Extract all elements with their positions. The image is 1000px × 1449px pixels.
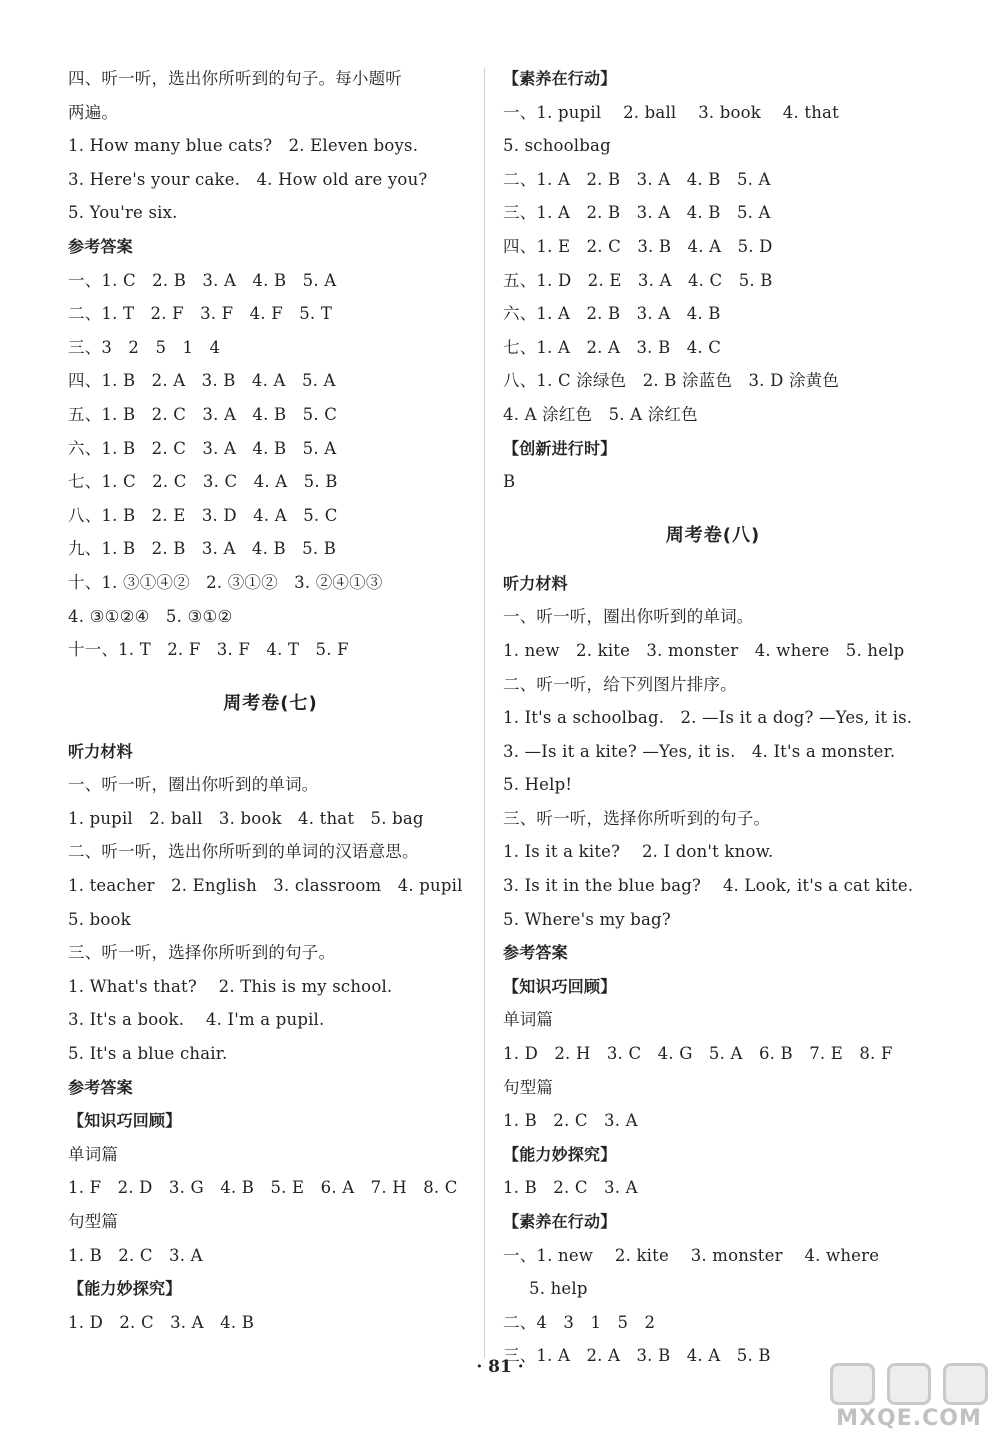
- text-line: 十一、1. T 2. F 3. F 4. T 5. F: [68, 640, 349, 660]
- watermark-icon: [824, 1362, 994, 1406]
- section-heading: 听力材料: [503, 573, 568, 593]
- text-line: 九、1. B 2. B 3. A 4. B 5. B: [68, 539, 337, 559]
- text-line: 四、1. B 2. A 3. B 4. A 5. A: [68, 371, 336, 391]
- text-line: 五、1. D 2. E 3. A 4. C 5. B: [503, 270, 773, 290]
- text-line: 1. D 2. H 3. C 4. G 5. A 6. B 7. E 8. F: [503, 1044, 893, 1064]
- text-line: 1. Is it a kite? 2. I don't know.: [503, 842, 774, 862]
- section-heading: 【素养在行动】: [503, 69, 617, 88]
- text-line: 两遍。: [68, 102, 119, 122]
- text-line: 十、1. ③①④② 2. ③①② 3. ②④①③: [68, 572, 383, 592]
- section-heading: 【知识巧回顾】: [68, 1111, 182, 1131]
- text-line: 5. You're six.: [68, 203, 178, 223]
- text-line: 二、1. T 2. F 3. F 4. F 5. T: [68, 304, 333, 324]
- text-line: 二、4 3 1 5 2: [503, 1312, 656, 1332]
- text-line: 1. B 2. C 3. A: [503, 1111, 638, 1131]
- text-line: 句型篇: [503, 1077, 554, 1097]
- text-line: 一、1. new 2. kite 3. monster 4. where: [503, 1245, 880, 1265]
- page-number: · 81 ·: [476, 1357, 524, 1377]
- section-heading: 【能力妙探究】: [503, 1144, 617, 1164]
- text-line: 1. B 2. C 3. A: [503, 1178, 638, 1198]
- text-line: 3. It's a book. 4. I'm a pupil.: [68, 1010, 325, 1030]
- text-line: 5. Where's my bag?: [503, 909, 671, 929]
- section-heading: 参考答案: [503, 943, 568, 963]
- text-line: 二、1. A 2. B 3. A 4. B 5. A: [503, 169, 771, 189]
- text-line: 5. It's a blue chair.: [68, 1044, 228, 1064]
- text-line: 单词篇: [503, 1010, 554, 1030]
- text-line: 1. new 2. kite 3. monster 4. where 5. help: [503, 640, 905, 660]
- text-line: 1. teacher 2. English 3. classroom 4. pupil: [68, 876, 463, 896]
- text-line: 六、1. B 2. C 3. A 4. B 5. A: [68, 438, 337, 458]
- text-line: 四、听一听，选出你所听到的句子。每小题听: [68, 69, 402, 88]
- text-line: 四、1. E 2. C 3. B 4. A 5. D: [503, 236, 773, 256]
- text-line: 1. pupil 2. ball 3. book 4. that 5. bag: [68, 808, 424, 828]
- text-line: 5. book: [68, 909, 131, 929]
- text-line: 七、1. A 2. A 3. B 4. C: [503, 337, 722, 357]
- right-column: [503, 62, 923, 1373]
- text-line: 5. Help!: [503, 775, 573, 795]
- text-line: 4. A 涂红色 5. A 涂红色: [503, 404, 698, 424]
- text-line: 三、听一听，选择你所听到的句子。: [68, 943, 336, 963]
- column-divider: [484, 68, 485, 1358]
- text-line: 一、听一听，圈出你听到的单词。: [503, 607, 754, 627]
- section-heading: 【能力妙探究】: [68, 1279, 182, 1299]
- text-line: 五、1. B 2. C 3. A 4. B 5. C: [68, 404, 338, 424]
- section-heading: 【创新进行时】: [503, 438, 617, 458]
- text-line: 句型篇: [68, 1212, 119, 1231]
- text-line: 一、1. pupil 2. ball 3. book 4. that: [503, 102, 839, 122]
- text-line: 三、1. A 2. B 3. A 4. B 5. A: [503, 203, 771, 223]
- text-line: 5. help: [529, 1279, 588, 1299]
- section-heading: 【知识巧回顾】: [503, 976, 617, 996]
- text-line: 4. ③①②④ 5. ③①②: [68, 606, 233, 626]
- exam-title: 周考卷(七): [223, 692, 318, 714]
- text-line: 二、听一听，选出你所听到的单词的汉语意思。: [68, 842, 419, 862]
- text-line: 三、3 2 5 1 4: [68, 337, 221, 357]
- text-line: B: [503, 472, 516, 492]
- text-line: 1. It's a schoolbag. 2. —Is it a dog? —Yes, it is.: [503, 708, 913, 728]
- section-heading: 参考答案: [68, 236, 133, 256]
- text-line: 一、听一听，圈出你听到的单词。: [68, 775, 319, 795]
- text-line: 1. B 2. C 3. A: [68, 1245, 203, 1265]
- watermark-logo: [824, 1362, 994, 1442]
- text-line: 3. —Is it a kite? —Yes, it is. 4. It's a monster.: [503, 741, 896, 761]
- text-line: 1. What's that? 2. This is my school.: [68, 976, 393, 996]
- section-heading: 参考答案: [68, 1077, 133, 1097]
- left-column: [68, 62, 473, 1339]
- text-line: 六、1. A 2. B 3. A 4. B: [503, 304, 721, 324]
- text-line: 5. schoolbag: [503, 136, 611, 156]
- text-line: 3. Here's your cake. 4. How old are you?: [68, 169, 428, 189]
- text-line: 一、1. C 2. B 3. A 4. B 5. A: [68, 270, 337, 290]
- section-heading: 听力材料: [68, 741, 133, 761]
- text-line: 1. How many blue cats? 2. Eleven boys.: [68, 136, 419, 156]
- text-line: 八、1. B 2. E 3. D 4. A 5. C: [68, 505, 338, 525]
- text-line: 单词篇: [68, 1144, 119, 1164]
- text-line: 八、1. C 涂绿色 2. B 涂蓝色 3. D 涂黄色: [503, 371, 840, 391]
- text-line: 二、听一听，给下列图片排序。: [503, 674, 737, 694]
- text-line: 1. D 2. C 3. A 4. B: [68, 1312, 255, 1332]
- text-line: 三、听一听，选择你所听到的句子。: [503, 808, 771, 828]
- text-line: 1. F 2. D 3. G 4. B 5. E 6. A 7. H 8. C: [68, 1178, 458, 1198]
- watermark-url: MXQE.COM: [836, 1406, 982, 1431]
- text-line: 3. Is it in the blue bag? 4. Look, it's a cat kite.: [503, 876, 914, 896]
- text-line: 三、1. A 2. A 3. B 4. A 5. B: [503, 1346, 771, 1366]
- text-line: 七、1. C 2. C 3. C 4. A 5. B: [68, 472, 338, 492]
- section-heading: 【素养在行动】: [503, 1212, 617, 1231]
- exam-title: 周考卷(八): [665, 524, 761, 546]
